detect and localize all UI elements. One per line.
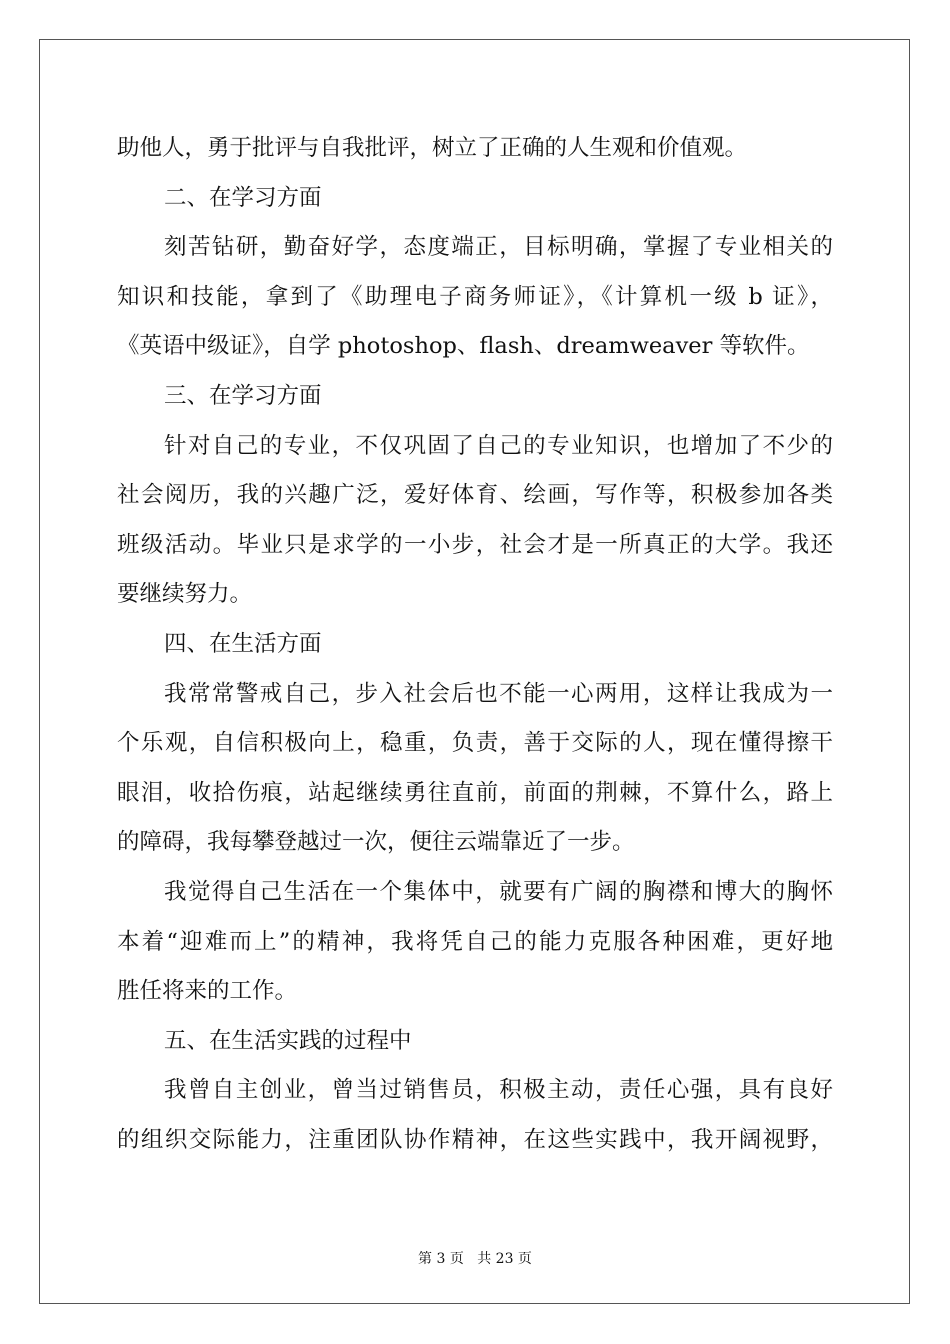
paragraph-line: 社会阅历，我的兴趣广泛，爱好体育、绘画，写作等，积极参加各类: [117, 482, 833, 509]
page-footer: [0, 1248, 950, 1268]
section-heading: 四、在生活方面: [164, 630, 322, 657]
paragraph-line: 的组织交际能力，注重团队协作精神，在这些实践中，我开阔视野，: [117, 1126, 833, 1153]
paragraph-line: 班级活动。毕业只是求学的一小步，社会才是一所真正的大学。我还: [117, 531, 833, 558]
paragraph-line: 本着“迎难而上”的精神，我将凭自己的能力克服各种困难，更好地: [117, 928, 833, 955]
paragraph-line: 知识和技能，拿到了《助理电子商务师证》，《计算机一级 b 证》，: [117, 283, 833, 310]
paragraph-line: 的障碍，我每攀登越过一次，便往云端靠近了一步。: [117, 829, 635, 856]
section-heading: 二、在学习方面: [164, 184, 322, 211]
page-total: 共 23 页: [477, 1251, 532, 1267]
paragraph-line: 胜任将来的工作。: [117, 978, 298, 1005]
page-number: 第 3 页: [418, 1251, 464, 1267]
section-heading: 三、在学习方面: [164, 382, 322, 409]
paragraph-line: 《英语中级证》，自学 photoshop、flash、dreamweaver 等软件。: [117, 333, 810, 360]
paragraph-line: 助他人，勇于批评与自我批评，树立了正确的人生观和价值观。: [117, 135, 748, 161]
paragraph-line: 针对自己的专业，不仅巩固了自己的专业知识，也增加了不少的: [164, 432, 833, 459]
paragraph-line: 刻苦钻研，勤奋好学，态度端正，目标明确，掌握了专业相关的: [164, 234, 833, 261]
paragraph-line: 我常常警戒自己，步入社会后也不能一心两用，这样让我成为一: [164, 680, 833, 707]
paragraph-line: 我觉得自己生活在一个集体中，就要有广阔的胸襟和博大的胸怀: [164, 878, 833, 905]
document-body: [117, 124, 833, 1165]
section-heading: 五、在生活实践的过程中: [164, 1027, 412, 1054]
paragraph-line: 个乐观，自信积极向上，稳重，负责，善于交际的人，现在懂得擦干: [117, 730, 833, 757]
paragraph-line: 我曾自主创业，曾当过销售员，积极主动，责任心强，具有良好: [164, 1077, 833, 1104]
paragraph-line: 要继续努力。: [117, 581, 253, 608]
paragraph-line: 眼泪，收拾伤痕，站起继续勇往直前，前面的荆棘，不算什么，路上: [117, 779, 833, 806]
